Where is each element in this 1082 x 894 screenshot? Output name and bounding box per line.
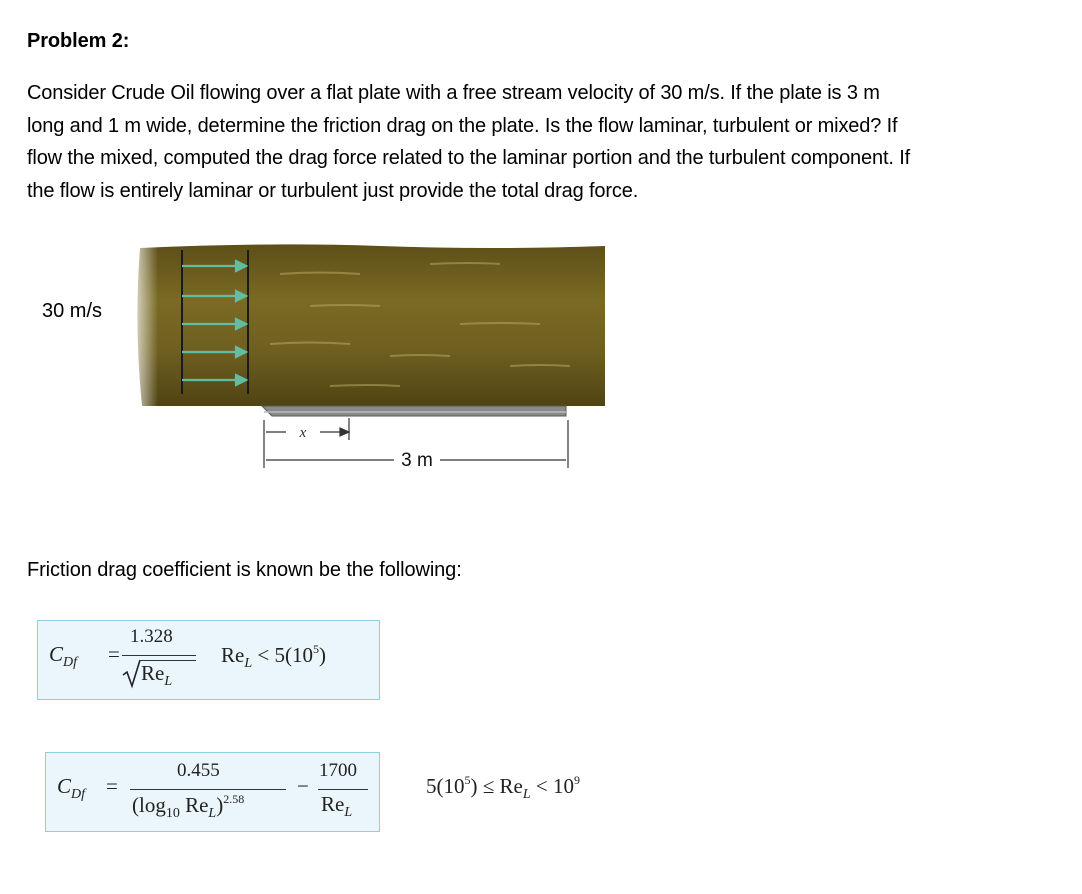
laminar-lhs: $C_{Df}$ <box>49 642 78 670</box>
plate-length-label: 3 m <box>401 450 433 471</box>
laminar-numerator: 1.328 <box>130 626 173 647</box>
paragraph-line: long and 1 m wide, determine the friction drag on the plate. Is the flow laminar, turbulent or mixed? If <box>27 114 898 137</box>
mixed-term1-numerator: 0.455 <box>177 760 220 781</box>
paragraph-line: flow the mixed, computed the drag force related to the laminar portion and the turbulent component. If <box>27 147 911 169</box>
flat-plate <box>262 406 566 416</box>
mixed-formula-box <box>45 752 380 832</box>
x-label: x <box>299 425 307 441</box>
mixed-lhs: $C_{Df}$ <box>57 774 86 802</box>
mixed-condition: $5(10^5) \le Re_L < 10^9$ <box>426 773 580 802</box>
mixed-term1-bar <box>130 789 286 790</box>
laminar-formula-box <box>37 620 380 700</box>
laminar-condition: $Re_L < 5(10^5)$ <box>221 642 326 671</box>
mixed-term2-denominator: $Re_L$ <box>321 792 353 820</box>
crude-oil-fluid <box>137 244 605 406</box>
laminar-equals: = <box>108 642 120 666</box>
mixed-term2-bar <box>318 789 368 790</box>
paragraph-line: the flow is entirely laminar or turbulent just provide the total drag force. <box>27 179 639 202</box>
laminar-fraction-bar <box>122 655 196 656</box>
flat-plate-flow-figure <box>130 236 620 476</box>
mixed-term2-numerator: 1700 <box>319 760 357 781</box>
laminar-denominator: $Re_L$ <box>141 661 173 689</box>
paragraph-line: Consider Crude Oil flowing over a flat plate with a free stream velocity of 30 m/s. If the plate is 3 m <box>27 82 880 104</box>
mixed-term1-denominator: ($\log_{10}$ $Re_L)^{2.58}$ <box>132 792 245 821</box>
coefficients-intro: Friction drag coefficient is known be the following: <box>27 559 462 581</box>
mixed-equals: = <box>106 774 118 798</box>
mixed-minus: − <box>297 774 309 798</box>
problem-paragraph <box>27 77 1057 207</box>
problem-heading: Problem 2: <box>27 30 130 52</box>
sqrt-sign-icon <box>122 659 142 689</box>
free-stream-velocity-label: 30 m/s <box>42 300 103 322</box>
